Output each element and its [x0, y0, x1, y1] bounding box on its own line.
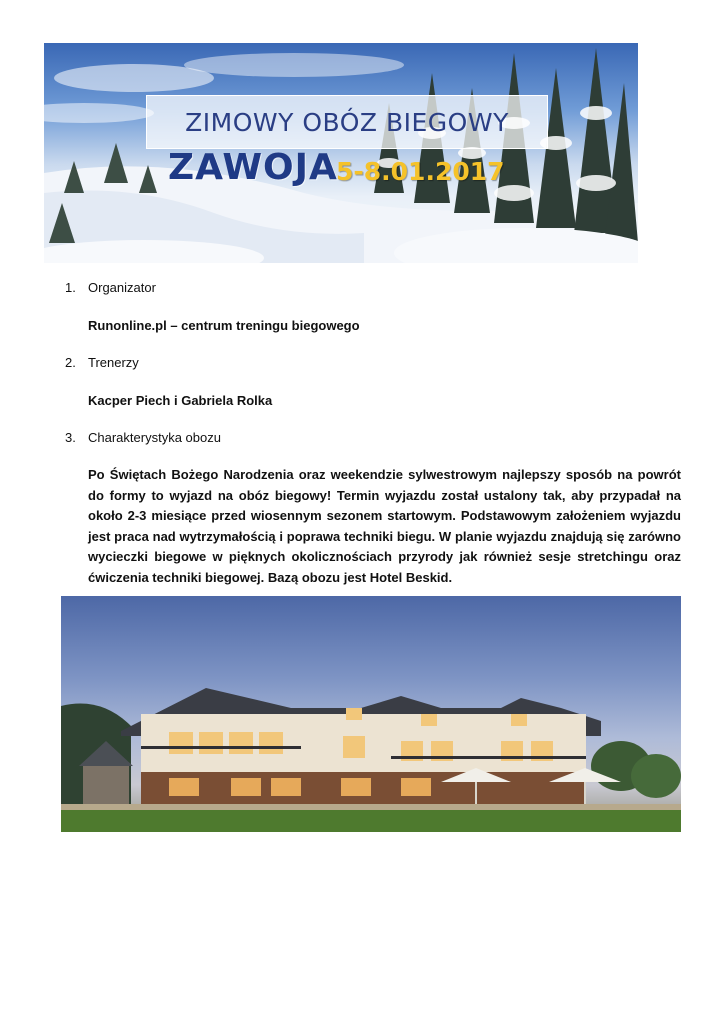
banner-title: ZIMOWY OBÓZ BIEGOWY [185, 107, 509, 137]
section-2-heading: Trenerzy [88, 355, 139, 370]
section-3-heading: Charakterystyka obozu [88, 430, 221, 445]
hotel-building-graphic [61, 596, 681, 832]
section-3-content: Po Świętach Bożego Narodzenia oraz weekendzie sylwestrowym najlepszy sposób na powrót do formy to wyjazd na obóz biegowy! Termin wyjazdu został ustalony tak, aby przypadał na około 2-3 miesiące przed wiosennym sezonem startowym. Podstawowym założeniem wyjazdu jest praca nad wytrzymałością i poprawa techniki biegu. W planie wyjazdu znajdują się zarówno wycieczki biegowe w pięknych okolicznościach przyrody jak również sesje stretchingu oraz ćwiczenia techniki biegowej. Bazą obozu jest Hotel Beskid. [88, 467, 681, 585]
section-1-number: 1. [65, 280, 76, 295]
section-2-number: 2. [65, 355, 76, 370]
section-3-number: 3. [65, 430, 76, 445]
section-1-content: Runonline.pl – centrum treningu biegowego [88, 318, 360, 333]
section-2-content: Kacper Piech i Gabriela Rolka [88, 393, 273, 408]
banner-place: ZAWOJA [168, 147, 338, 188]
hotel-photo [61, 596, 681, 832]
banner-image [44, 43, 638, 263]
section-1-heading: Organizator [88, 280, 156, 295]
banner-date: 5-8.01.2017 [336, 157, 505, 186]
winter-landscape-graphic [44, 43, 638, 263]
